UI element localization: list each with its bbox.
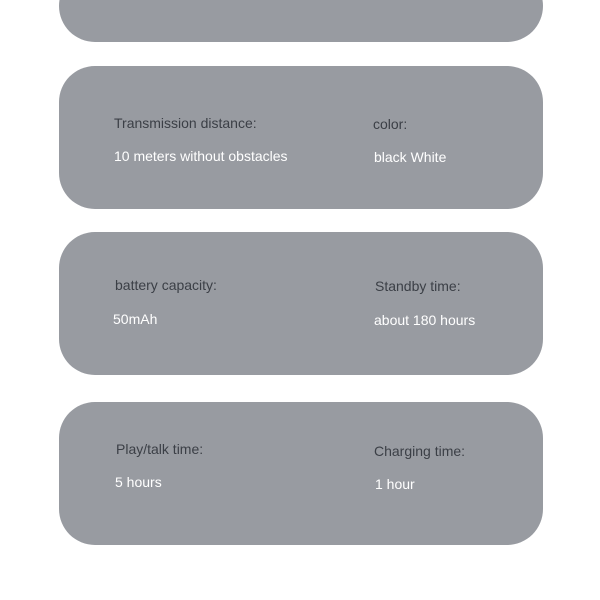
spec-card-battery-standby	[59, 232, 543, 375]
spec-card-partial	[59, 0, 543, 42]
transmission-distance-label: Transmission distance:	[114, 115, 257, 131]
battery-capacity-label: battery capacity:	[115, 277, 217, 293]
color-value: black White	[374, 149, 447, 165]
charging-time-value: 1 hour	[375, 476, 415, 492]
spec-card-playtime-charging	[59, 402, 543, 545]
standby-time-value: about 180 hours	[374, 312, 476, 328]
color-label: color:	[373, 116, 408, 132]
transmission-distance-value: 10 meters without obstacles	[114, 148, 288, 164]
spec-card-transmission-color	[59, 66, 543, 209]
charging-time-label: Charging time:	[374, 443, 466, 459]
standby-time-label: Standby time:	[375, 278, 461, 294]
battery-capacity-value: 50mAh	[113, 311, 158, 327]
play-talk-time-label: Play/talk time:	[116, 441, 204, 457]
play-talk-time-value: 5 hours	[115, 474, 162, 490]
